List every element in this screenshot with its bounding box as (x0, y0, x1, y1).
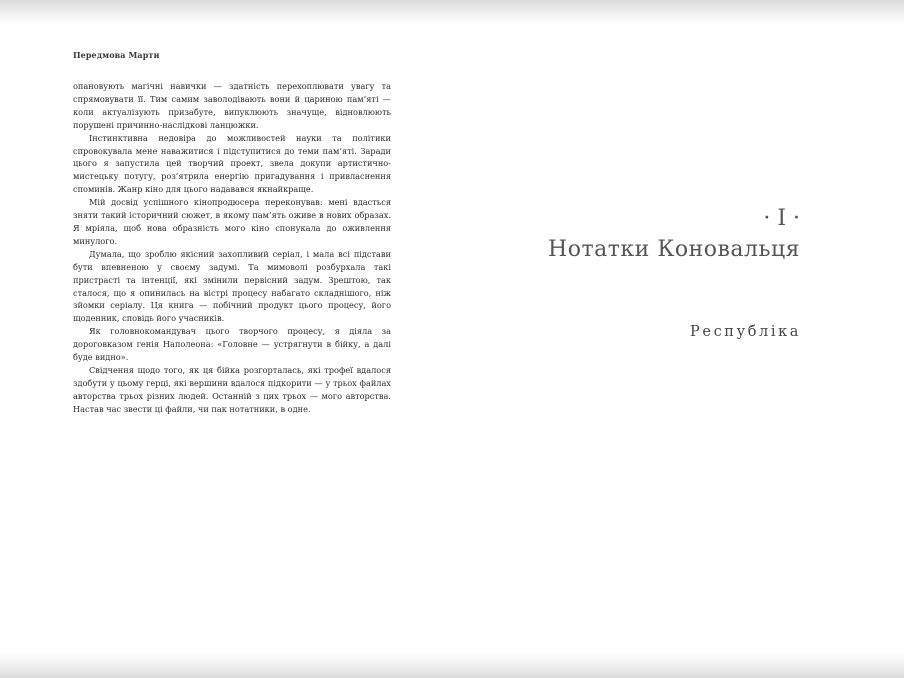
chapter-subtitle: Республіка (690, 324, 801, 340)
paragraph: Свідчення щодо того, як ця бійка розгорталась, які трофеї вдалося здобути у цьому герці, які вершини вдалося підкорити — у трьох файлах авторства трьох різних людей. Останній з цих трьох — мого авторства. Настав час звести ці файли, чи пак нотатники, в одне. (73, 364, 391, 414)
running-head: Передмова Марти (73, 50, 160, 60)
paragraph: опановують магічні навички — здатність перехоплювати увагу та спрямовувати її. Тим самим заволодівають вони й цариною пам’яті — коли актуалізують призабуте, випуклюють значуще, відновлюють порушені причинно-наслідкові ланцюжки. (73, 81, 391, 130)
top-shadow (0, 0, 904, 26)
paragraph: Інстинктивна недовіра до можливостей науки та політики спровокувала мене наважитися і підступитися до теми пам’яті. Заради цього я запустила цей творчий проект, звела докупи артистично-мистецьку потугу, роз’ятрила енергію пригадування і привласнення споминів. Жанр кіно для цього надавався якнайкраще. (73, 132, 391, 195)
chapter-title: Нотатки Коновальця (548, 237, 800, 262)
body-text (73, 80, 391, 416)
paragraph: Як головнокомандувач цього творчого процесу, я діяла за дороговказом генія Наполеона: «Головне — устрягнути в бійку, а далі буде видно». (73, 326, 391, 363)
paragraph: Мій досвід успішного кінопродюсера переконував: мені вдасться зняти такий історичний сюжет, в якому пам’ять оживе в нових образах. Я мріяла, щоб нова образність мого кіно спонукала до оживлення минулого. (73, 197, 391, 246)
bottom-shadow (0, 652, 904, 678)
chapter-number: · I · (763, 206, 800, 231)
paragraph: Думала, що зроблю якісний захопливий серіал, і мала всі підстави бути впевненою у своєму задумі. Та мимоволі розбурхала такі пристрасті та інтенції, які змінили первісний задум. Зрештою, так сталося, що я опинилась на вістрі процесу набагато складнішого, ніж зйомки серіалу. Ця книга — побічний продукт цього процесу, його щоденник, сповідь його учасників. (73, 248, 391, 324)
